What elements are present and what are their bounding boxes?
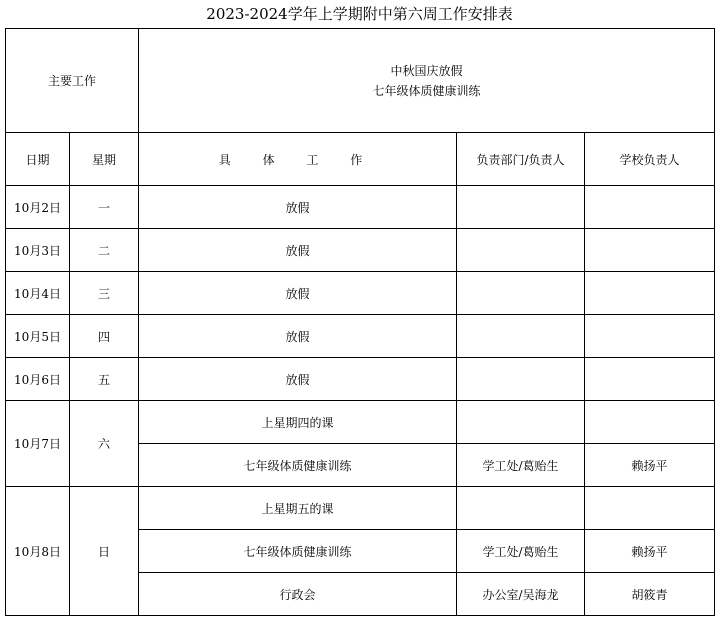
main-work-label: 主要工作 <box>6 29 139 133</box>
dept-cell <box>457 401 585 444</box>
weekday-cell: 四 <box>70 315 139 358</box>
main-work-line: 七年级体质健康训练 <box>372 83 481 98</box>
header-date: 日期 <box>6 133 70 186</box>
table-row <box>6 487 715 530</box>
schedule-table <box>5 28 715 616</box>
schedule-body <box>6 29 715 616</box>
table-row <box>6 272 715 315</box>
date-cell: 10月3日 <box>6 229 70 272</box>
table-row <box>6 401 715 444</box>
header-work: 具 体 工 作 <box>139 133 457 186</box>
date-cell: 10月2日 <box>6 186 70 229</box>
table-row <box>6 315 715 358</box>
work-cell: 放假 <box>139 229 457 272</box>
date-cell: 10月7日 <box>6 401 70 487</box>
weekday-cell: 一 <box>70 186 139 229</box>
table-row <box>6 358 715 401</box>
dept-cell <box>457 358 585 401</box>
school-cell <box>585 487 715 530</box>
weekday-cell: 三 <box>70 272 139 315</box>
work-cell: 放假 <box>139 272 457 315</box>
work-cell: 放假 <box>139 315 457 358</box>
dept-cell: 学工处/葛贻生 <box>457 530 585 573</box>
work-cell: 放假 <box>139 186 457 229</box>
main-work-row <box>6 29 715 133</box>
work-cell: 七年级体质健康训练 <box>139 444 457 487</box>
school-cell <box>585 272 715 315</box>
school-cell: 赖扬平 <box>585 530 715 573</box>
work-cell: 上星期四的课 <box>139 401 457 444</box>
weekday-cell: 二 <box>70 229 139 272</box>
school-cell: 胡筱青 <box>585 573 715 616</box>
date-cell: 10月4日 <box>6 272 70 315</box>
work-cell: 上星期五的课 <box>139 487 457 530</box>
main-work-content <box>139 29 715 133</box>
weekday-cell: 五 <box>70 358 139 401</box>
header-school: 学校负责人 <box>585 133 715 186</box>
work-cell: 行政会 <box>139 573 457 616</box>
dept-cell <box>457 487 585 530</box>
main-work-line: 中秋国庆放假 <box>390 63 463 78</box>
dept-cell <box>457 272 585 315</box>
date-cell: 10月5日 <box>6 315 70 358</box>
header-row <box>6 133 715 186</box>
dept-cell: 学工处/葛贻生 <box>457 444 585 487</box>
table-row <box>6 186 715 229</box>
dept-cell <box>457 186 585 229</box>
school-cell <box>585 401 715 444</box>
header-dept: 负责部门/负责人 <box>457 133 585 186</box>
header-weekday: 星期 <box>70 133 139 186</box>
school-cell <box>585 358 715 401</box>
date-cell: 10月8日 <box>6 487 70 616</box>
school-cell <box>585 315 715 358</box>
dept-cell <box>457 229 585 272</box>
school-cell <box>585 229 715 272</box>
page-title: 2023-2024学年上学期附中第六周工作安排表 <box>206 5 513 23</box>
table-row <box>6 229 715 272</box>
weekday-cell: 日 <box>70 487 139 616</box>
work-cell: 放假 <box>139 358 457 401</box>
weekday-cell: 六 <box>70 401 139 487</box>
dept-cell: 办公室/吴海龙 <box>457 573 585 616</box>
dept-cell <box>457 315 585 358</box>
date-cell: 10月6日 <box>6 358 70 401</box>
school-cell: 赖扬平 <box>585 444 715 487</box>
school-cell <box>585 186 715 229</box>
work-cell: 七年级体质健康训练 <box>139 530 457 573</box>
